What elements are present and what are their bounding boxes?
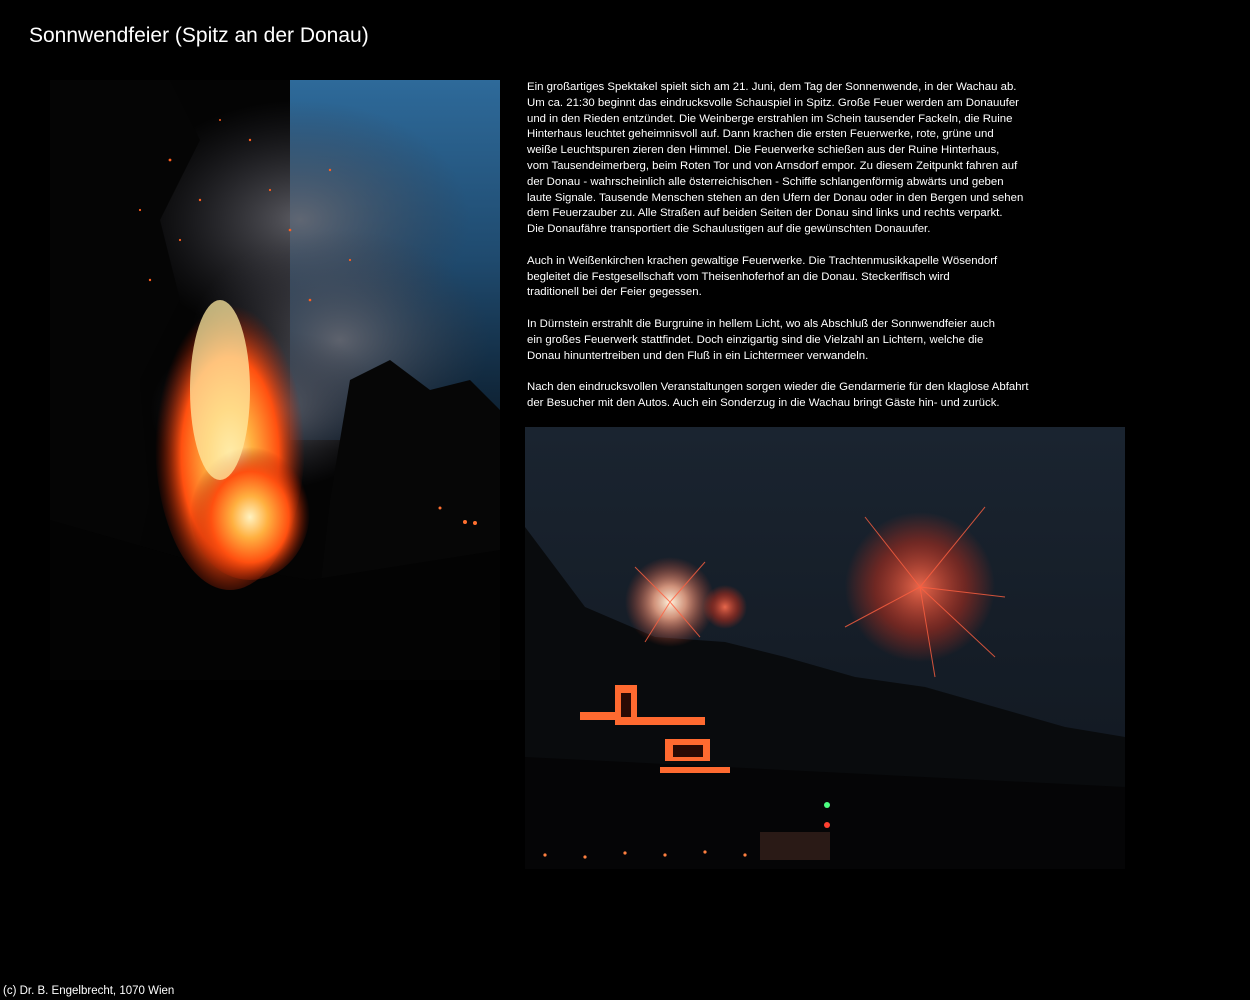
bonfire-image: [50, 80, 500, 680]
bonfire-photo: [50, 80, 500, 680]
fireworks-image: [525, 427, 1125, 869]
article-paragraph: Auch in Weißenkirchen krachen gewaltige Feuerwerke. Die Trachtenmusikkapelle Wösendorf begleitet die Festgesellschaft vom Theisenhoferhof an die Donau. Steckerlfisch wird traditionell bei der Feier gegessen.: [527, 254, 998, 299]
page-title: Sonnwendfeier (Spitz an der Donau): [29, 24, 369, 47]
article-paragraph: Nach den eindrucksvollen Veranstaltungen sorgen wieder die Gendarmerie für den klaglose Abfahrt der Besucher mit den Autos. Auch ein Sonderzug in die Wachau bringt Gäste hin- und zurück.: [527, 381, 1029, 409]
article-text: [527, 80, 1137, 428]
article-paragraph: In Dürnstein erstrahlt die Burgruine in hellem Licht, wo als Abschluß der Sonnwendfeier auch ein großes Feuerwerk stattfindet. Doch einzigartig sind die Vielzahl an Lichtern, welche die Donau hinuntertreiben und den Fluß in ein Lichtermeer verwandeln.: [527, 317, 995, 362]
fireworks-photo: [525, 427, 1125, 869]
article-paragraph: Ein großartiges Spektakel spielt sich am 21. Juni, dem Tag der Sonnenwende, in der Wachau ab. Um ca. 21:30 beginnt das eindrucksvolle Schauspiel in Spitz. Große Feuer werden am Donauufer und in den Rieden entzündet. Die Weinberge erstrahlen im Schein tausender Fackeln, die Ruine Hinterhaus leuchtet geheimnisvoll auf. Dann krachen die ersten Feuerwerke, rote, grüne und weiße Leuchtspuren zieren den Himmel. Die Feuerwerke schießen aus der Ruine Hinterhaus, vom Tausendeimerberg, beim Roten Tor und von Arnsdorf empor. Zu diesem Zeitpunkt fahren auf der Donau - wahrscheinlich alle österreichischen - Schiffe schlangenförmig abwärts und geben laute Signale. Tausende Menschen stehen an den Ufern der Donau oder in den Bergen und sehen dem Feuerzauber zu. Alle Straßen auf beiden Seiten der Donau sind links und rechts verparkt. Die Donaufähre transportiert die Schaulustigen auf die gewünschten Donauufer.: [527, 81, 1024, 236]
copyright-footer: (c) Dr. B. Engelbrecht, 1070 Wien: [3, 985, 175, 997]
